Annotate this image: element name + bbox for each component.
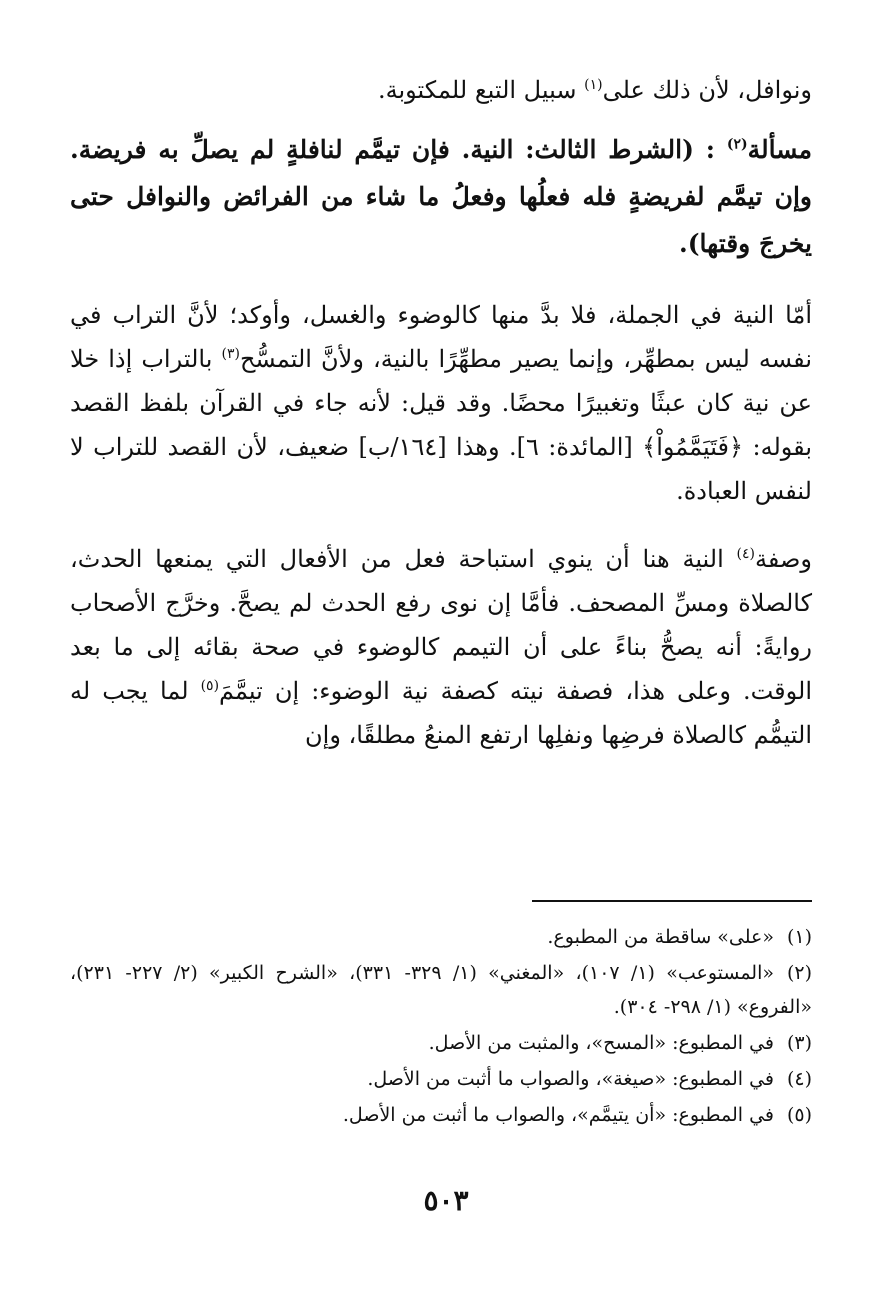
footnotes [70, 920, 812, 1134]
footnote-text: في المطبوع: «صيغة»، والصواب ما أثبت من الأصل. [367, 1068, 774, 1090]
footnote-number: (٤) [786, 1068, 812, 1090]
footnote-number: (٢) [786, 962, 812, 984]
footnote-text: «المستوعب» (١/ ١٠٧)، «المغني» (١/ ٣٢٩- ٣٣١)، «الشرح الكبير» (٢/ ٢٢٧- ٢٣١)، «الفروع» (١/ ٢٩٨- ٣٠٤). [70, 962, 812, 1018]
masala-paragraph [70, 126, 812, 267]
page-number: ٥٠٣ [423, 1184, 469, 1217]
footnote-ref-5: (٥) [200, 678, 220, 694]
paragraph-sifa-text-cont: النية هنا أن ينوي استباحة فعل من الأفعال التي يمنعها الحدث، كالصلاة ومسِّ المصحف. فأمَّا إن نوى رفع الحدث لم يصحَّ. وخرَّج الأصحاب روايةً: أنه يصحُّ بناءً على أن التيمم كالوضوء في صحة بقائه إلى ما بعد الوقت. وعلى هذا، فصفة نيته كصفة نية الوضوء: إن تيمَّمَ [70, 545, 813, 705]
footnote-5 [70, 1098, 812, 1132]
footnote-number: (٥) [786, 1104, 812, 1126]
opening-text-cont: سبيل التبع للمكتوبة. [377, 76, 585, 104]
opening-line [70, 68, 812, 112]
footnote-text: «على» ساقطة من المطبوع. [547, 926, 774, 948]
footnote-1 [70, 920, 812, 954]
paragraph-niyya [70, 293, 812, 513]
footnote-ref-3: (٣) [221, 346, 240, 362]
paragraph-niyya-text: أمّا النية في الجملة، فلا بدَّ منها كالوضوء والغسل، وأوكد؛ لأنَّ التراب في نفسه ليس بمطهِّر، وإنما يصير مطهِّرًا بالنية، ولأنَّ التمسُّح [70, 301, 813, 373]
paragraph-niyya-text-cont: بالتراب إذا خلا عن نية كان عبثًا وتغبيرًا محضًا. وقد قيل: لأنه جاء في القرآن بلفظ القصد بقوله: ﴿فَتَيَمَّمُواْ﴾ [المائدة: ٦]. وهذا [١٦٤/ب] ضعيف، لأن القصد للتراب لا لنفس العبادة. [70, 345, 812, 505]
footnote-ref-2: (٢) [726, 136, 748, 153]
footnote-text: في المطبوع: «المسح»، والمثبت من الأصل. [428, 1032, 774, 1054]
footnote-ref-4: (٤) [736, 546, 756, 562]
footnote-separator [532, 900, 812, 902]
footnote-4 [70, 1062, 812, 1096]
masala-text: : (الشرط الثالث: النية. فإن تيمَّم لنافلةٍ لم يصلِّ به فريضة. وإن تيمَّم لفريضةٍ فله فعلُها وفعلُ ما شاء من الفرائض والنوافل حتى يخرجَ وقتها). [70, 135, 812, 258]
page-body [70, 68, 812, 757]
paragraph-sifa [70, 537, 812, 757]
footnote-ref-1: (١) [584, 77, 603, 93]
footnote-3 [70, 1026, 812, 1060]
opening-text: ونوافل، لأن ذلك على [602, 76, 812, 104]
footnote-number: (٣) [786, 1032, 812, 1054]
footnote-2 [70, 956, 812, 1024]
paragraph-sifa-text-end: لما يجب له التيمُّم كالصلاة فرضِها ونفلِها ارتفع المنعُ مطلقًا، وإن [70, 677, 812, 749]
masala-label: مسألة [747, 135, 812, 164]
footnote-number: (١) [786, 926, 812, 948]
paragraph-sifa-text: وصفة [755, 545, 812, 573]
footnote-text: في المطبوع: «أن يتيمَّم»، والصواب ما أثبت من الأصل. [342, 1104, 774, 1126]
